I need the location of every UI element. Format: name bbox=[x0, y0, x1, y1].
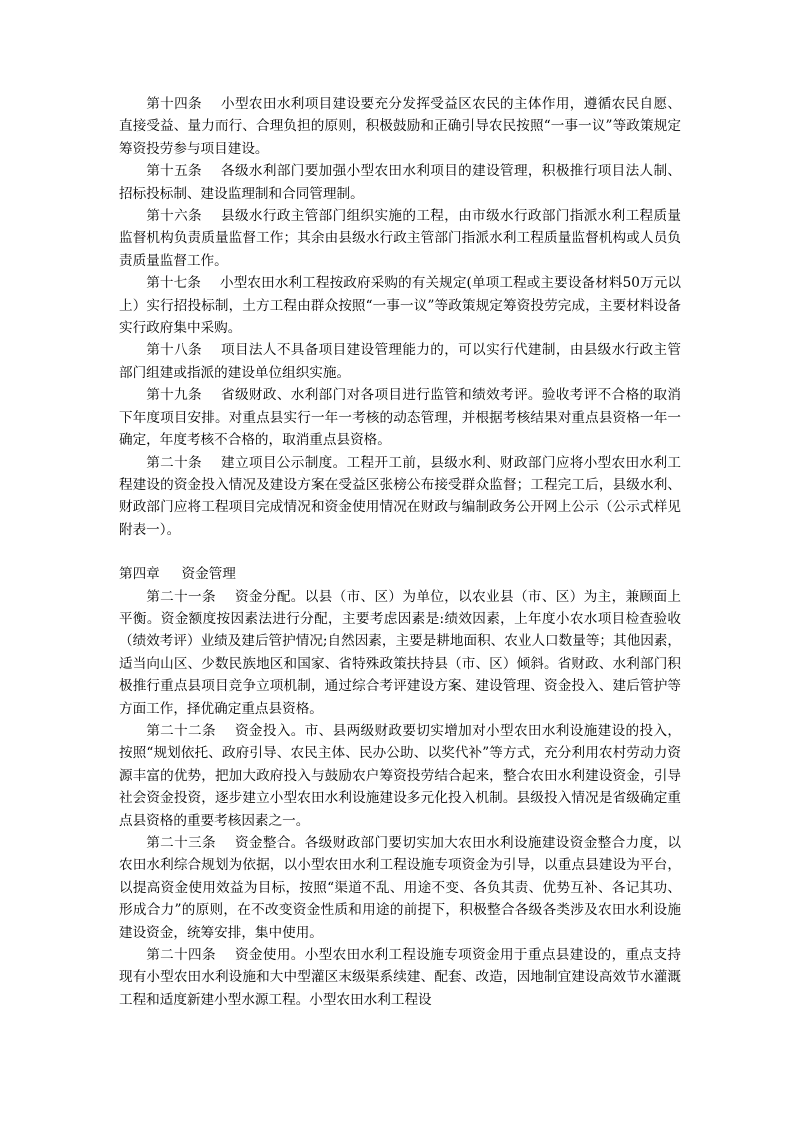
article-21 bbox=[119, 586, 681, 720]
article-number: 第十九条 bbox=[146, 387, 202, 404]
article-text: 小型农田水利项目建设要充分发挥受益区农民的主体作用，遵循农民自愿、直接受益、量力而行、合理负担的原则，积极鼓励和正确引导农民按照“一事一议”等政策规定筹资投劳参与项目建设。 bbox=[119, 96, 682, 157]
article-text: 省级财政、水利部门对各项目进行监管和绩效考评。验收考评不合格的取消下年度项目安排。对重点县实行一年一考核的动态管理，并根据考核结果对重点县资格一年一确定，年度考核不合格的，取消重点县资格。 bbox=[119, 387, 682, 449]
article-20 bbox=[119, 452, 681, 542]
article-text: 各级水利部门要加强小型农田水利项目的建设管理，积极推行项目法人制、招标投标制、建设监理制和合同管理制。 bbox=[119, 163, 682, 202]
article-text: 资金整合。各级财政部门要切实加大农田水利设施建设资金整合力度，以农田水利综合规划为依据，以小型农田水利工程设施专项资金为引导，以重点县建设为平台，以提高资金使用效益为目标，按照“渠道不乱、用途不变、各负其责、优势互补、各记其功、形成合力”的原则，在不改变资金性质和用途的前提下，积极整合各级各类涉及农田水利设施建设资金，统筹安排，集中使用。 bbox=[119, 835, 681, 941]
article-number: 第二十四条 bbox=[146, 947, 216, 964]
article-17 bbox=[119, 272, 681, 339]
article-15 bbox=[119, 160, 681, 205]
article-19 bbox=[119, 384, 681, 451]
article-number: 第十七条 bbox=[146, 275, 201, 292]
article-number: 第十八条 bbox=[146, 342, 202, 359]
article-23 bbox=[119, 832, 681, 944]
article-text: 项目法人不具备项目建设管理能力的，可以实行代建制，由县级水行政主管部门组建或指派的建设单位组织实施。 bbox=[119, 342, 682, 381]
article-text: 县级水行政主管部门组织实施的工程，由市级水行政部门指派水利工程质量监督机构负责质量监督工作；其余由县级水行政主管部门指派水利工程质量监督机构或人员负责质量监督工作。 bbox=[119, 208, 682, 269]
chapter-heading bbox=[119, 563, 681, 585]
article-number: 第二十一条 bbox=[146, 588, 216, 605]
article-18 bbox=[119, 339, 681, 384]
chapter-number: 第四章 bbox=[119, 566, 160, 583]
article-text: 小型农田水利工程按政府采购的有关规定(单项工程或主要设备材料50万元以上）实行招投标制，土方工程由群众按照“一事一议”等政策规定筹资投劳完成，主要材料设备实行政府集中采购。 bbox=[119, 275, 682, 337]
article-text: 资金使用。小型农田水利工程设施专项资金用于重点县建设的，重点支持现有小型农田水利设施和大中型灌区末级渠系续建、配套、改造，因地制宜建设高效节水灌溉工程和适度新建小型水源工程。小型农田水利工程设 bbox=[119, 947, 681, 1008]
article-16 bbox=[119, 205, 681, 272]
article-14 bbox=[119, 93, 681, 160]
article-number: 第二十三条 bbox=[146, 835, 216, 851]
article-number: 第二十二条 bbox=[146, 722, 216, 739]
article-number: 第十六条 bbox=[146, 208, 202, 225]
article-number: 第十五条 bbox=[146, 163, 202, 180]
article-text: 建立项目公示制度。工程开工前，县级水利、财政部门应将小型农田水利工程建设的资金投入情况及建设方案在受益区张榜公布接受群众监督；工程完工后，县级水利、财政部门应将工程项目完成情况和资金使用情况在财政与编制政务公开网上公示（公示式样见附表一）。 bbox=[119, 454, 682, 538]
article-24 bbox=[119, 944, 681, 1011]
article-22 bbox=[119, 720, 681, 832]
chapter-title: 资金管理 bbox=[181, 566, 236, 583]
article-number: 第二十条 bbox=[146, 454, 202, 471]
article-text: 资金分配。以县（市、区）为单位，以农业县（市、区）为主，兼顾面上平衡。资金额度按因素法进行分配，主要考虑因素是:绩效因素，上年度小农水项目检查验收（绩效考评）业绩及建后管护情况;自然因素，主要是耕地面积、农业人口数量等；其他因素，适当向山区、少数民族地区和国家、省特殊政策扶持县（市、区）倾斜。省财政、水利部门积极推行重点县项目竞争立项机制，通过综合考评建设方案、建设管理、资金投入、建后管护等方面工作，择优确定重点县资格。 bbox=[119, 588, 681, 717]
article-number: 第十四条 bbox=[146, 96, 202, 112]
article-text: 资金投入。市、县两级财政要切实增加对小型农田水利设施建设的投入，按照“规划依托、政府引导、农民主体、民办公助、以奖代补”等方式，充分利用农村劳动力资源丰富的优势，把加大政府投入与鼓励农户筹资投劳结合起来，整合农田水利建设资金，引导社会资金投资，逐步建立小型农田水利设施建设多元化投入机制。县级投入情况是省级确定重点县资格的重要考核因素之一。 bbox=[119, 722, 681, 829]
document-page bbox=[119, 93, 681, 1011]
